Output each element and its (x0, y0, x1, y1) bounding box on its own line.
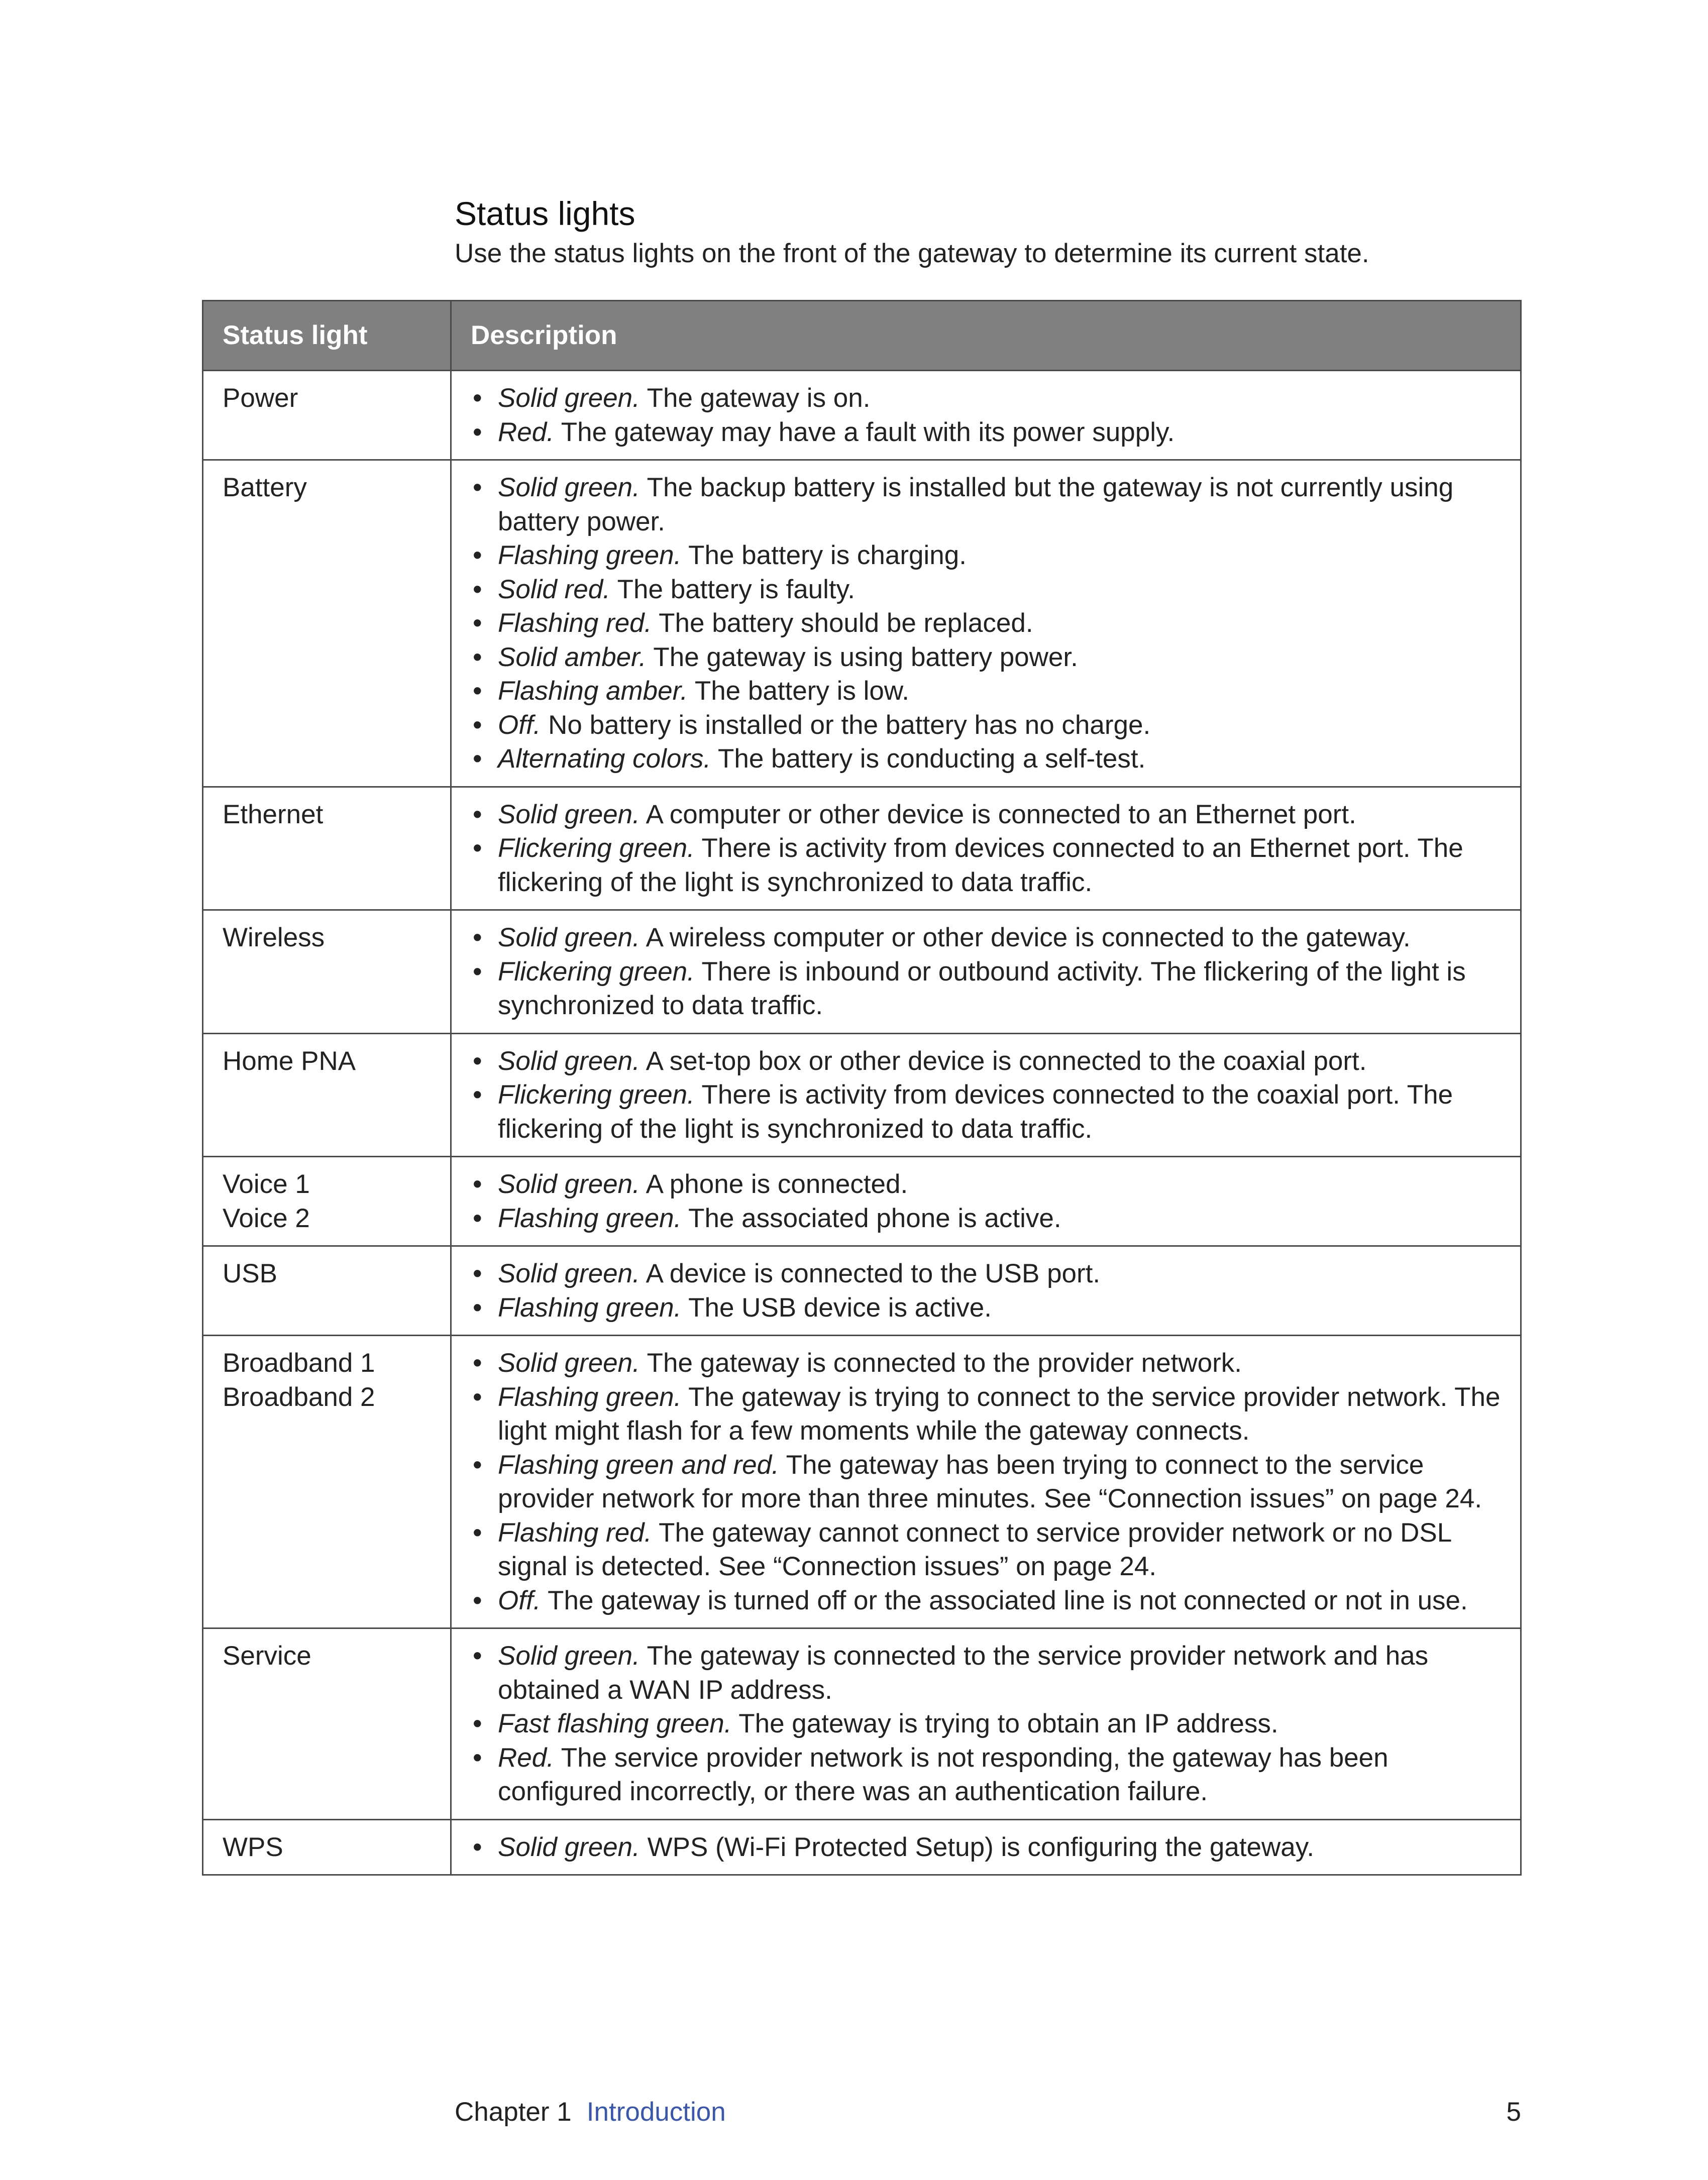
table-row (203, 460, 1521, 787)
light-state-label: Flickering green. (498, 956, 695, 987)
description-cell (451, 1628, 1521, 1820)
list-item (471, 1078, 1501, 1146)
light-state-label: Red. (498, 417, 554, 447)
status-light-name: Voice 2 (223, 1203, 310, 1233)
list-item (471, 798, 1501, 832)
description-list (471, 798, 1501, 900)
light-state-description: The associated phone is active. (681, 1203, 1061, 1233)
light-state-description: There is activity from devices connected to the coaxial port. The flickering of the light is synchronized to data traffic. (498, 1080, 1453, 1144)
table-body (203, 371, 1521, 1875)
light-state-label: Off. (498, 710, 541, 740)
list-item (471, 1167, 1501, 1202)
status-light-name-cell (203, 787, 451, 910)
list-item (471, 831, 1501, 899)
status-light-name-cell (203, 1157, 451, 1246)
list-item (471, 606, 1501, 640)
list-item (471, 1346, 1501, 1380)
light-state-label: Off. (498, 1585, 541, 1615)
list-item (471, 1516, 1501, 1584)
light-state-label: Fast flashing green. (498, 1709, 732, 1738)
column-header-description: Description (451, 301, 1521, 371)
light-state-label: Solid green. (498, 1832, 640, 1862)
light-state-label: Flashing green and red. (498, 1450, 779, 1480)
list-item (471, 1044, 1501, 1078)
description-list (471, 471, 1501, 776)
light-state-label: Solid green. (498, 1348, 640, 1378)
status-light-name-cell (203, 371, 451, 460)
light-state-description: The battery is charging. (681, 540, 967, 570)
light-state-label: Solid green. (498, 1046, 640, 1076)
list-item (471, 415, 1501, 450)
list-item (471, 1448, 1501, 1516)
description-list (471, 1167, 1501, 1235)
light-state-description: WPS (Wi-Fi Protected Setup) is configuring the gateway. (639, 1832, 1315, 1862)
list-item (471, 471, 1501, 538)
intro-text: Use the status lights on the front of the gateway to determine its current state. (455, 239, 1369, 268)
status-light-name: Service (223, 1641, 311, 1671)
light-state-label: Flashing red. (498, 1517, 652, 1548)
description-cell (451, 1033, 1521, 1157)
light-state-label: Flashing green. (498, 540, 682, 570)
light-state-description: The battery is faulty. (610, 574, 855, 604)
status-lights-table (202, 300, 1522, 1876)
description-list (471, 381, 1501, 449)
status-light-name: Battery (223, 473, 307, 502)
list-item (471, 573, 1501, 607)
status-light-name: Broadband 1 (223, 1348, 375, 1378)
light-state-description: A phone is connected. (639, 1169, 908, 1199)
light-state-description: The battery is low. (688, 676, 909, 706)
table-row (203, 371, 1521, 460)
table-row (203, 1157, 1521, 1246)
description-cell (451, 1819, 1521, 1875)
status-light-name: Voice 1 (223, 1169, 310, 1199)
list-item (471, 1707, 1501, 1741)
light-state-description: No battery is installed or the battery has no charge. (541, 710, 1151, 740)
light-state-description: A computer or other device is connected to an Ethernet port. (639, 799, 1356, 829)
list-item (471, 1291, 1501, 1325)
light-state-label: Solid red. (498, 574, 610, 604)
table-row (203, 1628, 1521, 1820)
light-state-description: The gateway is on. (639, 383, 871, 413)
description-list (471, 1639, 1501, 1809)
list-item (471, 742, 1501, 776)
status-light-name-cell (203, 460, 451, 787)
light-state-label: Solid green. (498, 473, 640, 502)
description-list (471, 1257, 1501, 1325)
light-state-description: The backup battery is installed but the gateway is not currently using battery power. (498, 473, 1454, 536)
status-light-name-cell (203, 1628, 451, 1820)
light-state-label: Flickering green. (498, 833, 695, 863)
status-light-name-cell (203, 910, 451, 1034)
status-light-name-cell (203, 1246, 451, 1336)
light-state-label: Solid green. (498, 923, 640, 952)
light-state-description: The battery should be replaced. (652, 608, 1033, 638)
section-title: Status lights (455, 195, 635, 232)
light-state-description: A set-top box or other device is connected to the coaxial port. (639, 1046, 1367, 1076)
light-state-description: There is inbound or outbound activity. The flickering of the light is synchronized to data traffic. (498, 956, 1466, 1020)
description-list (471, 1346, 1501, 1617)
light-state-description: The battery is conducting a self-test. (711, 744, 1146, 774)
list-item (471, 538, 1501, 573)
table-row (203, 1246, 1521, 1336)
status-light-name-cell (203, 1033, 451, 1157)
status-light-name: Power (223, 383, 298, 413)
description-list (471, 1830, 1501, 1865)
light-state-description: The gateway has been trying to connect to the service provider network for more than three minutes. See “Connection issues” on page 24. (498, 1450, 1482, 1513)
list-item (471, 921, 1501, 955)
description-cell (451, 1157, 1521, 1246)
light-state-label: Solid green. (498, 1259, 640, 1288)
light-state-description: A device is connected to the USB port. (639, 1259, 1101, 1288)
light-state-description: The gateway may have a fault with its power supply. (554, 417, 1175, 447)
table-row (203, 910, 1521, 1034)
table-row (203, 1336, 1521, 1628)
light-state-label: Flashing green. (498, 1292, 682, 1323)
light-state-label: Flickering green. (498, 1080, 695, 1110)
list-item (471, 708, 1501, 742)
light-state-label: Solid green. (498, 1169, 640, 1199)
light-state-description: The gateway is connected to the service provider network and has obtained a WAN IP address. (498, 1641, 1429, 1705)
light-state-description: The gateway is connected to the provider network. (639, 1348, 1242, 1378)
light-state-label: Flashing amber. (498, 676, 688, 706)
light-state-description: The gateway is trying to obtain an IP address. (731, 1709, 1278, 1738)
table-row (203, 1819, 1521, 1875)
light-state-label: Flashing green. (498, 1382, 682, 1412)
light-state-description: There is activity from devices connected to an Ethernet port. The flickering of the light is synchronized to data traffic. (498, 833, 1463, 897)
light-state-label: Solid amber. (498, 642, 647, 672)
status-light-name: Ethernet (223, 799, 324, 829)
description-cell (451, 1246, 1521, 1336)
list-item (471, 1741, 1501, 1809)
light-state-label: Flashing green. (498, 1203, 682, 1233)
description-cell (451, 460, 1521, 787)
page-footer (455, 2095, 726, 2130)
status-light-name: Broadband 2 (223, 1382, 375, 1412)
table-row (203, 1033, 1521, 1157)
list-item (471, 1380, 1501, 1448)
status-light-name: WPS (223, 1832, 283, 1862)
light-state-description: The gateway is trying to connect to the service provider network. The light might flash for a few moments while the gateway connects. (498, 1382, 1501, 1446)
status-light-name-cell (203, 1819, 451, 1875)
status-light-name: Home PNA (223, 1046, 356, 1076)
description-cell (451, 1336, 1521, 1628)
description-list (471, 1044, 1501, 1146)
light-state-description: The gateway cannot connect to service provider network or no DSL signal is detected. See “Connection issues” on page 24. (498, 1517, 1451, 1581)
description-cell (451, 371, 1521, 460)
light-state-description: The USB device is active. (681, 1292, 992, 1323)
status-light-name: USB (223, 1259, 277, 1288)
light-state-label: Flashing red. (498, 608, 652, 638)
list-item (471, 1584, 1501, 1618)
light-state-description: A wireless computer or other device is connected to the gateway. (639, 923, 1411, 952)
status-light-name-cell (203, 1336, 451, 1628)
list-item (471, 1257, 1501, 1291)
footer-chapter-title-link[interactable]: Introduction (586, 2097, 726, 2127)
column-header-status-light: Status light (203, 301, 451, 371)
list-item (471, 381, 1501, 415)
light-state-description: The gateway is using battery power. (646, 642, 1078, 672)
light-state-label: Solid green. (498, 799, 640, 829)
list-item (471, 1830, 1501, 1865)
table-header-row (203, 301, 1521, 371)
light-state-label: Solid green. (498, 383, 640, 413)
list-item (471, 1639, 1501, 1707)
list-item (471, 674, 1501, 708)
page-number: 5 (1506, 2097, 1521, 2127)
list-item (471, 640, 1501, 675)
list-item (471, 955, 1501, 1023)
light-state-description: The service provider network is not responding, the gateway has been configured incorrectly, or there was an authentication failure. (498, 1742, 1389, 1806)
light-state-description: The gateway is turned off or the associated line is not connected or not in use. (541, 1585, 1468, 1615)
description-cell (451, 787, 1521, 910)
description-list (471, 921, 1501, 1023)
list-item (471, 1202, 1501, 1236)
light-state-label: Red. (498, 1742, 554, 1773)
light-state-label: Alternating colors. (498, 744, 711, 774)
footer-chapter: Chapter 1 (455, 2097, 572, 2127)
light-state-label: Solid green. (498, 1641, 640, 1671)
status-light-name: Wireless (223, 923, 325, 952)
table-row (203, 787, 1521, 910)
description-cell (451, 910, 1521, 1034)
